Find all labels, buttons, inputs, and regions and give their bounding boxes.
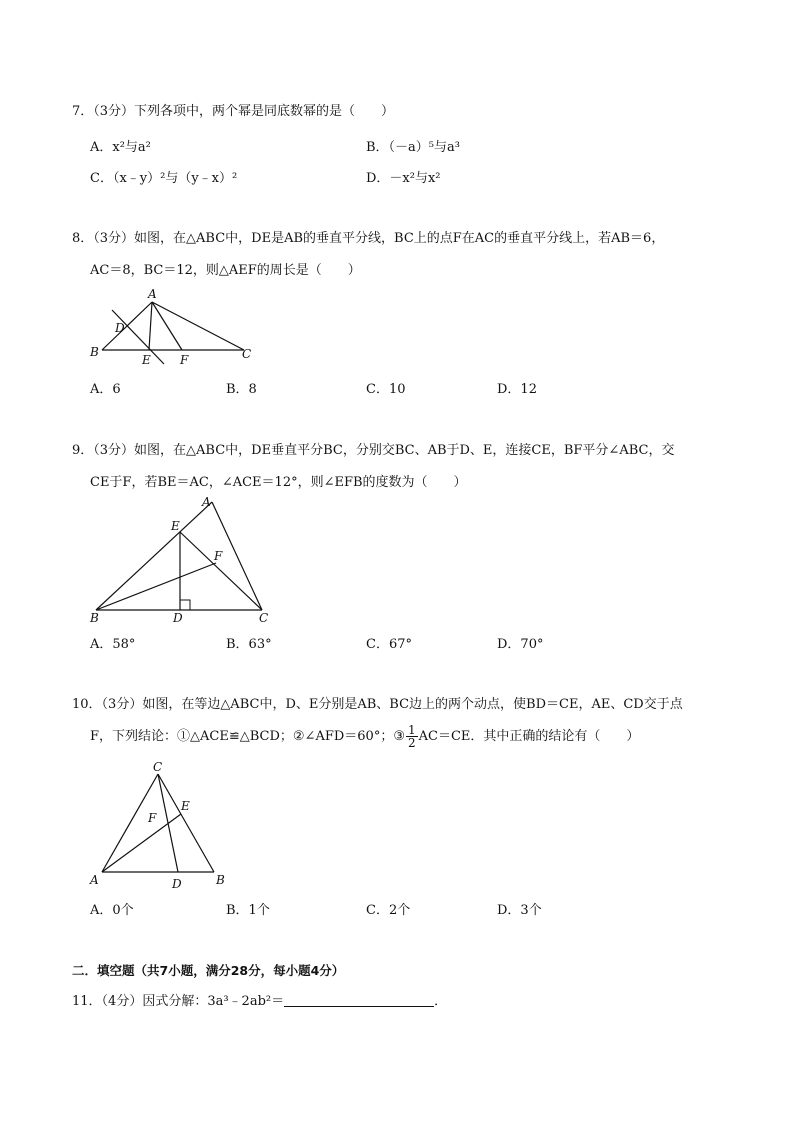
q9-seg-bf xyxy=(96,563,216,610)
q10-label-c: C xyxy=(153,760,163,774)
q9-label-e: E xyxy=(171,519,180,533)
q8-figure xyxy=(84,286,264,370)
q11-answer-blank[interactable] xyxy=(284,992,434,1007)
q10-fraction-numerator: 1 xyxy=(407,723,416,737)
q9-option-d: D．70° xyxy=(497,637,544,652)
q9-figure xyxy=(84,494,284,628)
q7-option-a: A．x²与a² xyxy=(90,140,151,155)
q8-option-b: B．8 xyxy=(226,382,257,397)
q9-option-c: C．67° xyxy=(366,637,412,652)
q10-stem-line2 xyxy=(72,721,732,753)
q9-right-angle-mark xyxy=(180,600,190,610)
q10-seg-ae xyxy=(102,814,181,872)
q7-option-b: B．（－a）⁵与a³ xyxy=(366,140,460,155)
q10-option-c: C．2个 xyxy=(366,903,411,918)
q8-label-a: A xyxy=(148,287,157,301)
q8-label-e: E xyxy=(142,353,151,367)
q7-option-d: D．－x²与x² xyxy=(366,171,441,186)
q10-label-d: D xyxy=(172,877,182,891)
q10-stem-line1: 10．（3分）如图，在等边△ABC中，D、E分别是AB、BC边上的两个动点，使BD＝CE，AE、CD交于点 xyxy=(72,697,683,712)
q10-stem-line2-part-b: AC＝CE．其中正确的结论有（ ） xyxy=(418,729,640,744)
question-7 xyxy=(72,96,732,128)
q11-stem: 11．（4分）因式分解：3a³﹣2ab²＝ xyxy=(72,994,285,1009)
q8-label-c: C xyxy=(242,347,252,361)
q8-label-b: B xyxy=(90,345,99,359)
q10-figure xyxy=(84,760,244,892)
question-8 xyxy=(72,223,732,287)
q7-option-c: C．（x﹣y）²与（y﹣x）² xyxy=(90,171,238,186)
q11-end: ． xyxy=(434,994,448,1009)
q10-label-e: E xyxy=(181,799,190,813)
q10-option-b: B．1个 xyxy=(226,903,270,918)
q9-stem-line2: CE于F，若BE＝AC，∠ACE＝12°，则∠EFB的度数为（ ） xyxy=(90,475,467,490)
q8-stem-line2: AC＝8，BC＝12，则△AEF的周长是（ ） xyxy=(90,263,361,278)
q9-label-d: D xyxy=(173,611,183,625)
question-11 xyxy=(72,990,732,1014)
q9-seg-ba xyxy=(96,502,212,610)
q9-label-a: A xyxy=(202,495,211,509)
q10-fraction xyxy=(406,724,418,749)
q9-option-b: B．63° xyxy=(226,637,272,652)
q8-perp-bisector-de xyxy=(112,310,164,364)
q9-label-c: C xyxy=(259,611,269,625)
q10-label-b: B xyxy=(216,873,225,887)
q8-seg-ac xyxy=(152,302,244,350)
q10-fraction-denominator: 2 xyxy=(407,736,416,750)
q10-stem-line2-part-a: F，下列结论：①△ACE≌△BCD；②∠AFD＝60°；③ xyxy=(90,729,405,744)
q8-stem-line1: 8．（3分）如图，在△ABC中，DE是AB的垂直平分线，BC上的点F在AC的垂直平分线上，若AB＝6， xyxy=(72,231,665,246)
q10-label-f: F xyxy=(148,811,157,825)
section-2-heading: 二．填空题（共7小题，满分28分，每小题4分） xyxy=(72,963,345,978)
q8-option-d: D．12 xyxy=(497,382,537,397)
q8-option-c: C．10 xyxy=(366,382,406,397)
q9-stem-line1: 9．（3分）如图，在△ABC中，DE垂直平分BC，分别交BC、AB于D、E，连接CE，BF平分∠ABC，交 xyxy=(72,443,675,458)
q8-label-f: F xyxy=(180,353,189,367)
question-9 xyxy=(72,435,732,499)
q10-option-d: D．3个 xyxy=(497,903,542,918)
question-10 xyxy=(72,689,732,753)
q9-seg-ec xyxy=(180,532,262,610)
q9-option-a: A．58° xyxy=(90,637,136,652)
q10-label-a: A xyxy=(90,873,99,887)
q9-label-f: F xyxy=(214,549,223,563)
q8-label-d: D xyxy=(115,321,125,335)
q7-stem: 7．（3分）下列各项中，两个幂是同底数幂的是（ ） xyxy=(72,104,395,119)
q8-option-a: A．6 xyxy=(90,382,121,397)
q10-seg-cb xyxy=(158,774,214,872)
q10-option-a: A．0个 xyxy=(90,903,134,918)
q9-label-b: B xyxy=(90,611,99,625)
q10-seg-cd xyxy=(158,774,178,872)
q8-seg-ae xyxy=(149,302,152,350)
